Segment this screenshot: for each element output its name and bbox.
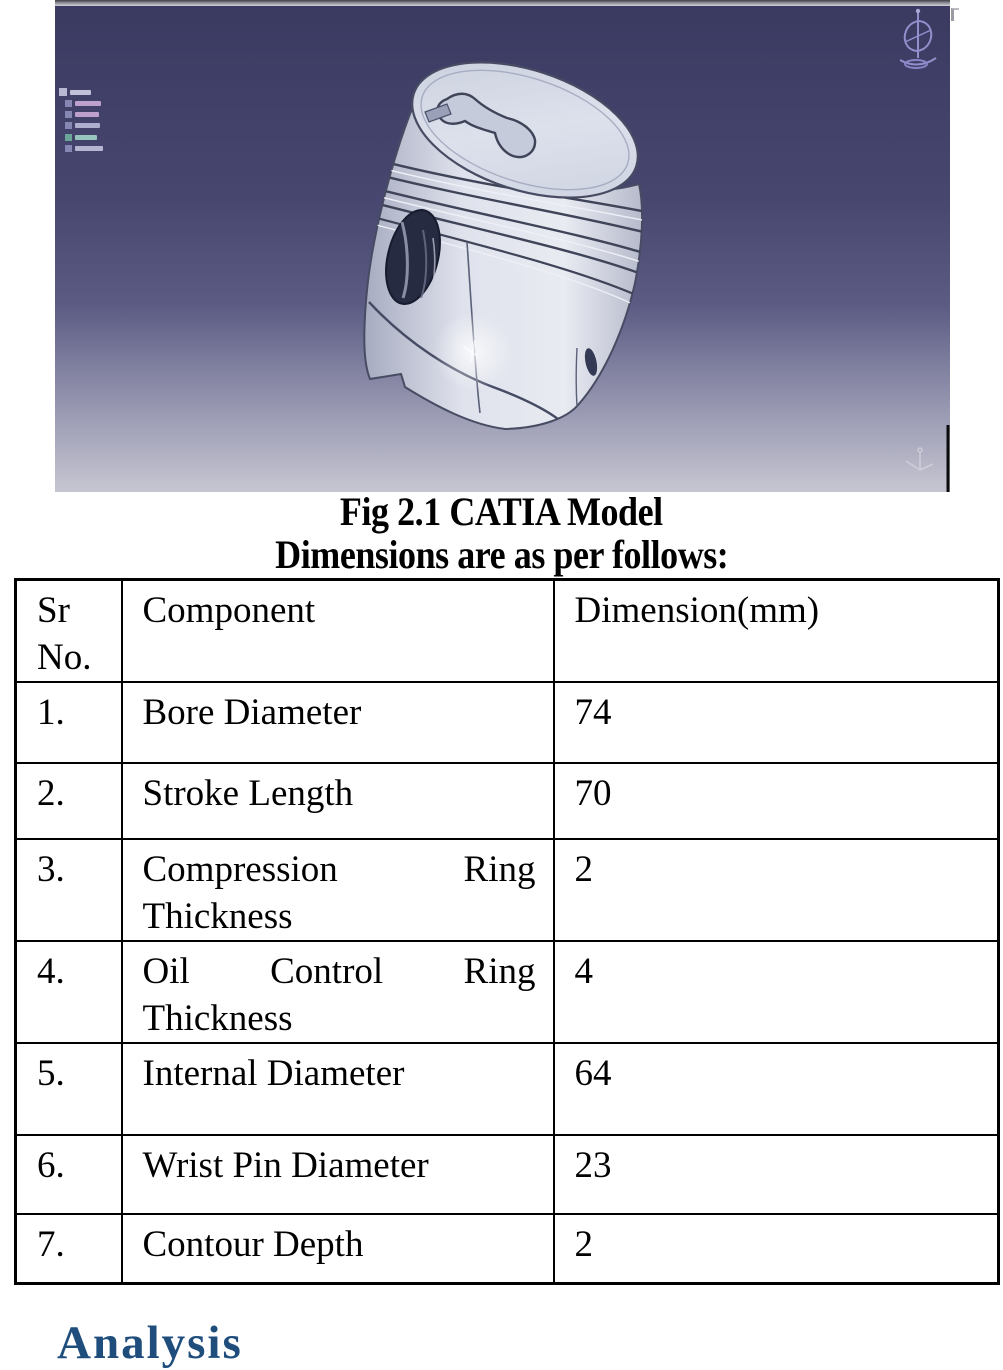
cell-dimension: 23 [554,1135,999,1214]
cell-sr: 4. [16,941,122,1043]
cell-dimension: 74 [554,682,999,763]
cell-dimension: 2 [554,1214,999,1283]
table-row [16,839,999,941]
cell-sr: 3. [16,839,122,941]
table-row [16,682,999,763]
toolbar-strip [55,0,950,6]
cell-component: Compression Ring Thickness [122,839,554,941]
table-header-row [16,580,999,683]
header-sr-no: Sr No. [16,580,122,683]
cell-component: Internal Diameter [122,1043,554,1135]
window-edge-line [947,425,950,492]
cell-component: Wrist Pin Diameter [122,1135,554,1214]
cell-sr: 7. [16,1214,122,1283]
cell-dimension: 4 [554,941,999,1043]
figure-caption: Fig 2.1 CATIA Model [340,489,663,534]
table-row [16,1043,999,1135]
table-row [16,763,999,839]
header-dimension: Dimension(mm) [554,580,999,683]
figure-caption-block [0,490,1003,576]
cell-component: Contour Depth [122,1214,554,1283]
table-row [16,1214,999,1283]
table-row [16,941,999,1043]
scrollbar-fragment [951,8,959,21]
cell-dimension: 2 [554,839,999,941]
analysis-section-heading: Analysis [57,1317,243,1369]
cell-sr: 1. [16,682,122,763]
cell-dimension: 64 [554,1043,999,1135]
cell-component: Bore Diameter [122,682,554,763]
cell-sr: 6. [16,1135,122,1214]
cell-sr: 2. [16,763,122,839]
cell-dimension: 70 [554,763,999,839]
cell-sr: 5. [16,1043,122,1135]
dimensions-table [14,578,1000,1285]
table-intro-text: Dimensions are as per follows: [274,532,729,577]
cell-component: Oil Control Ring Thickness [122,941,554,1043]
header-component: Component [122,580,554,683]
catia-model-figure [55,0,950,492]
catia-viewport [55,0,950,492]
table-row [16,1135,999,1214]
cell-component: Stroke Length [122,763,554,839]
